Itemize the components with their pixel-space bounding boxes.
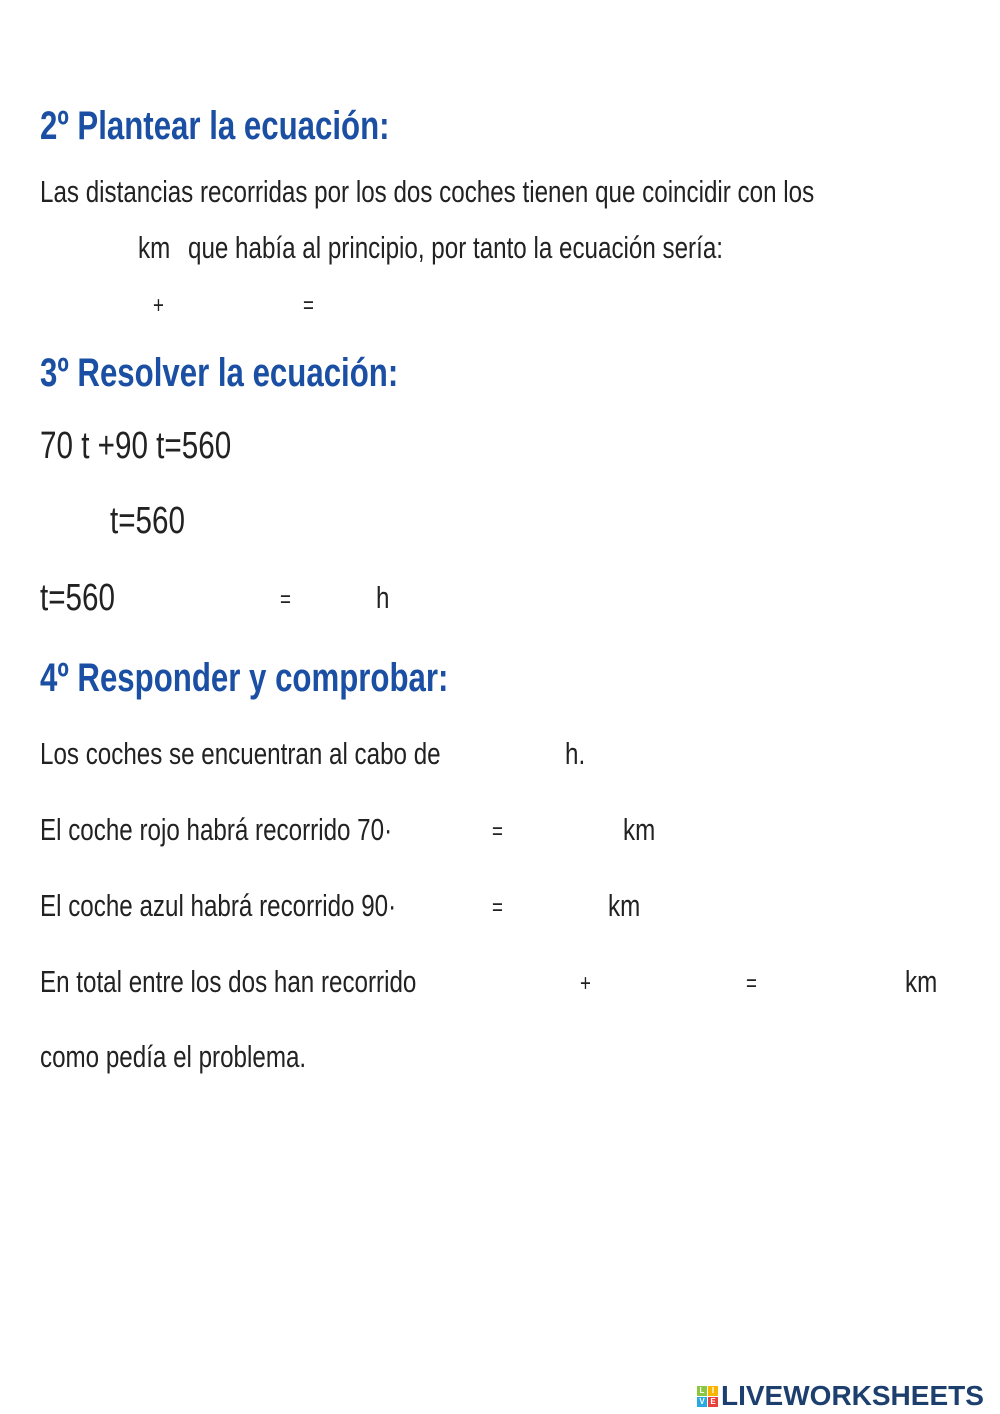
logo-letter: L bbox=[697, 1386, 707, 1396]
text: como pedía el problema. bbox=[40, 1039, 307, 1074]
answer-input[interactable] bbox=[600, 964, 739, 1002]
section-4-heading: 4º Responder y comprobar: bbox=[40, 656, 449, 700]
answer-input[interactable] bbox=[38, 503, 107, 541]
logo-letter: I bbox=[708, 1386, 718, 1396]
answer-input[interactable] bbox=[430, 888, 494, 926]
text: Los coches se encuentran al cabo de bbox=[40, 736, 441, 771]
unit: km bbox=[608, 888, 641, 923]
unit: km bbox=[905, 964, 938, 999]
answer-input[interactable] bbox=[325, 288, 449, 326]
text: que había al principio, por tanto la ecuación sería: bbox=[188, 230, 723, 265]
text: El coche rojo habrá recorrido 70· bbox=[40, 812, 393, 847]
answer-input[interactable] bbox=[770, 964, 902, 1002]
answer-input[interactable] bbox=[38, 288, 152, 326]
logo-text: LIVEWORKSHEETS bbox=[721, 1380, 984, 1411]
text: h. bbox=[565, 736, 586, 771]
plus-sign: + bbox=[153, 292, 164, 319]
unit: km bbox=[623, 812, 656, 847]
equals-sign: = bbox=[746, 970, 757, 997]
answer-input[interactable] bbox=[130, 580, 274, 618]
logo-icon bbox=[697, 1386, 718, 1407]
logo-letter: V bbox=[697, 1397, 707, 1407]
unit: h bbox=[376, 580, 390, 615]
section-2-heading: 2º Plantear la ecuación: bbox=[40, 104, 390, 148]
plus-sign: + bbox=[580, 970, 591, 997]
answer-input[interactable] bbox=[305, 580, 374, 618]
answer-input[interactable] bbox=[430, 812, 494, 850]
equals-sign: = bbox=[492, 894, 503, 921]
equation: t=560 bbox=[40, 577, 116, 619]
equation: 70 t +90 t=560 bbox=[40, 425, 232, 467]
text: km bbox=[138, 230, 171, 265]
section-3-heading: 3º Resolver la ecuación: bbox=[40, 351, 399, 395]
text: Las distancias recorridas por los dos coches tienen que coincidir con los bbox=[40, 174, 815, 209]
answer-input[interactable] bbox=[515, 812, 619, 850]
answer-input[interactable] bbox=[515, 888, 604, 926]
answer-input[interactable] bbox=[460, 964, 574, 1002]
equals-sign: = bbox=[303, 292, 314, 319]
equation: t=560 bbox=[110, 500, 186, 542]
answer-input[interactable] bbox=[475, 736, 564, 774]
text: El coche azul habrá recorrido 90· bbox=[40, 888, 397, 923]
liveworksheets-logo bbox=[697, 1380, 984, 1412]
text: En total entre los dos han recorrido bbox=[40, 964, 417, 999]
logo-letter: E bbox=[708, 1397, 718, 1407]
answer-input[interactable] bbox=[38, 230, 137, 268]
answer-input[interactable] bbox=[172, 288, 301, 326]
equals-sign: = bbox=[280, 586, 291, 613]
equals-sign: = bbox=[492, 818, 503, 845]
